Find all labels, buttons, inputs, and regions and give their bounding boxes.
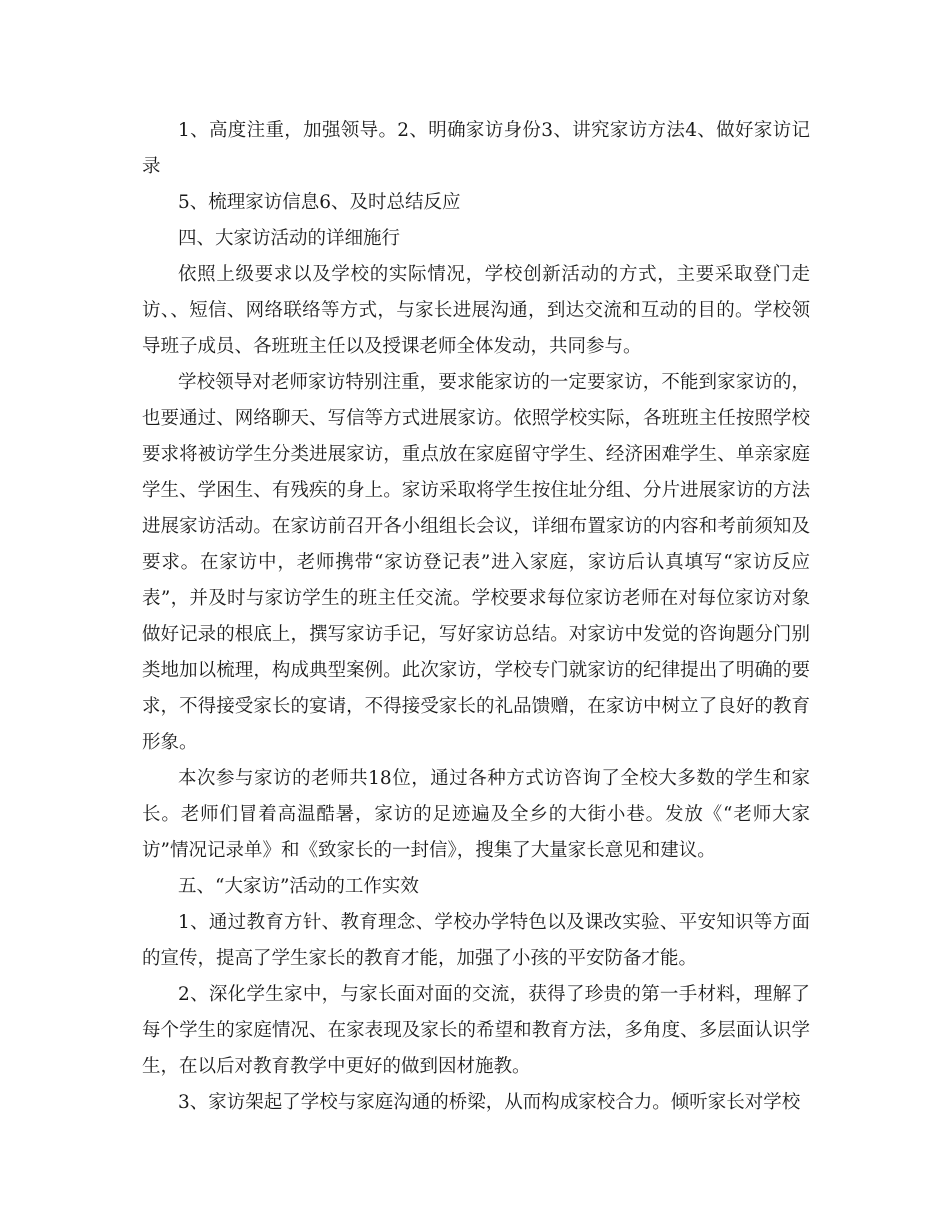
paragraph-1: 1、高度注重，加强领导。2、明确家访身份3、讲究家访方法4、做好家访记录: [142, 120, 810, 177]
paragraph-5: 本次参与家访的老师共18位，通过各种方式访咨询了全校大多数的学生和家长。老师们冒着高温酷暑，家访的足迹遍及全乡的大街小巷。发放《“老师大家访”情况记录单》和《致家长的一封信》，搜集了大量家长意见和建议。: [142, 768, 810, 861]
paragraph-7: 2、深化学生家中，与家长面对面的交流，获得了珍贵的第一手材料，理解了每个学生的家庭情况、在家表现及家长的希望和教育方法，多角度、多层面认识学生，在以后对教育教学中更好的做到因材施教。: [142, 984, 810, 1077]
section-heading-4: 四、大家访活动的详细施行: [178, 228, 401, 249]
paragraph-2: 5、梳理家访信息6、及时总结反应: [178, 192, 461, 213]
paragraph-8: 3、家访架起了学校与家庭沟通的桥梁，从而构成家校合力。倾听家长对学校: [178, 1092, 801, 1113]
section-heading-5: 五、“大家访”活动的工作实效: [178, 876, 419, 897]
paragraph-4: 学校领导对老师家访特别注重，要求能家访的一定要家访，不能到家家访的，也要通过、网络聊天、写信等方式进展家访。依照学校实际，各班班主任按照学校要求将被访学生分类进展家访，重点放在家庭留守学生、经济困难学生、单亲家庭学生、学困生、有残疾的身上。家访采取将学生按住址分组、分片进展家访的方法进展家访活动。在家访前召开各小组组长会议，详细布置家访的内容和考前须知及要求。在家访中，老师携带“家访登记表”进入家庭，家访后认真填写“家访反应表”，并及时与家访学生的班主任交流。学校要求每位家访老师在对每位家访对象做好记录的根底上，撰写家访手记，写好家访总结。对家访中发觉的咨询题分门别类地加以梳理，构成典型案例。此次家访，学校专门就家访的纪律提出了明确的要求，不得接受家长的宴请，不得接受家长的礼品馈赠，在家访中树立了良好的教育形象。: [142, 372, 810, 753]
paragraph-3: 依照上级要求以及学校的实际情况，学校创新活动的方式，主要采取登门走访、、短信、网络联络等方式，与家长进展沟通，到达交流和互动的目的。学校领导班子成员、各班班主任以及授课老师全体发动，共同参与。: [142, 264, 810, 357]
paragraph-6: 1、通过教育方针、教育理念、学校办学特色以及课改实验、平安知识等方面的宣传，提高了学生家长的教育才能，加强了小孩的平安防备才能。: [142, 912, 810, 969]
document-body: [142, 113, 810, 1121]
